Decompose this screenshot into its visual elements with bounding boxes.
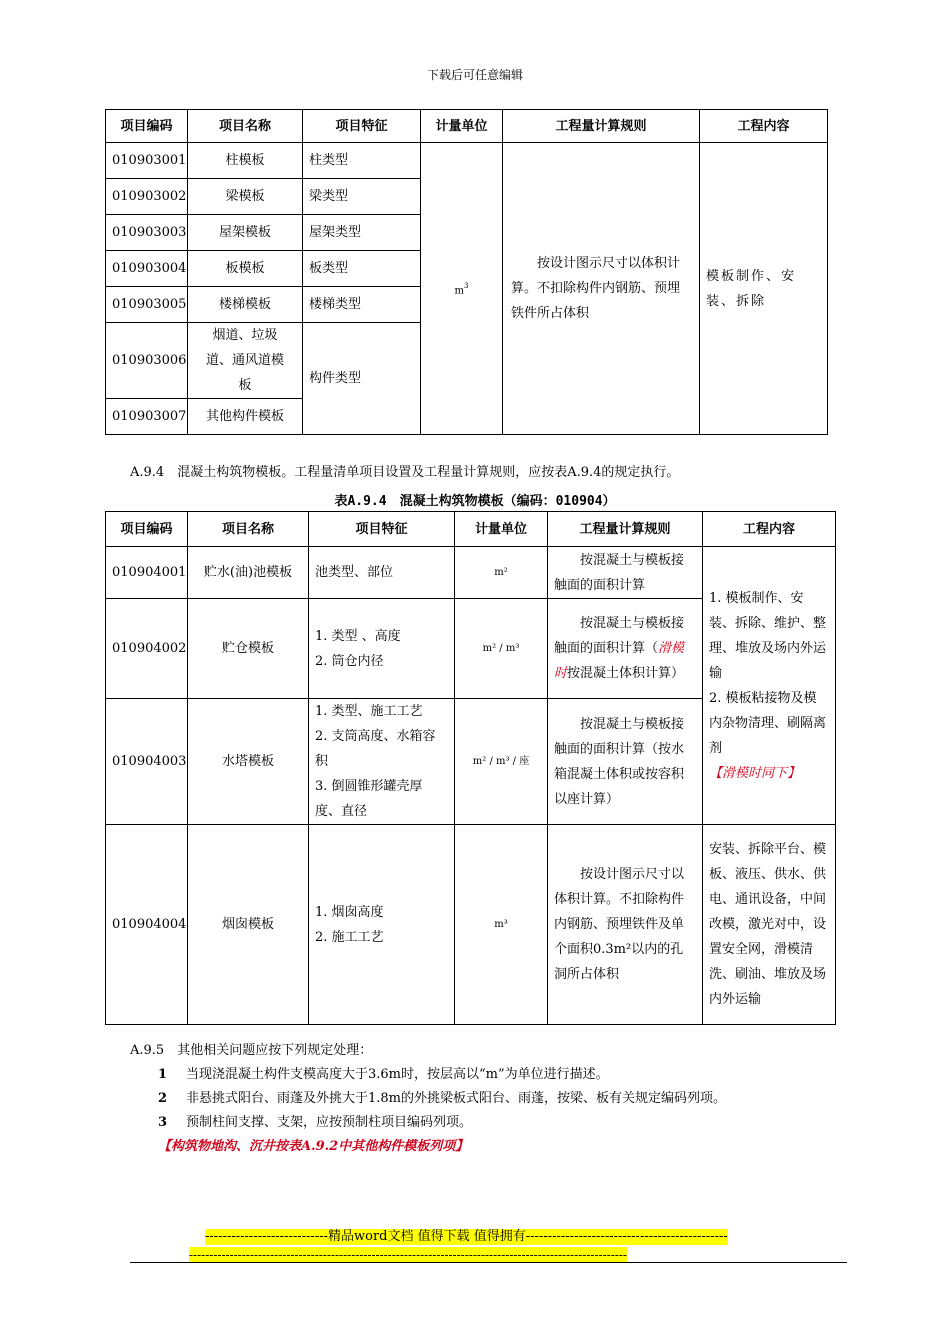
item-feature: 池类型、部位 xyxy=(309,547,455,599)
item-name: 贮仓模板 xyxy=(188,599,309,699)
header-code: 项目编码 xyxy=(106,512,188,547)
table-row xyxy=(106,547,836,599)
item-code: 010903004 xyxy=(106,251,188,287)
note-number: 1 xyxy=(158,1067,168,1082)
header-code: 项目编码 xyxy=(106,110,188,143)
page-header: 下载后可任意编辑 xyxy=(426,68,523,82)
item-code: 010903006 xyxy=(106,323,188,399)
feature-line: 3. 倒圆锥形罐壳厚度、直径 xyxy=(315,779,423,819)
item-code: 010903002 xyxy=(106,179,188,215)
item-rule: 按混凝土与模板接触面的面积计算（按水箱混凝土体积或按容积以座计算） xyxy=(548,699,703,825)
note-text: 预制柱间支撑、支架，应按预制柱项目编码列项。 xyxy=(186,1115,473,1130)
unit-text: m xyxy=(454,285,464,297)
rule-text: 按混凝土与模板接触面的面积计算（ xyxy=(554,616,685,656)
footer-banner-line2: ------------------------------------------------------------------------------------------------------------ xyxy=(189,1248,627,1262)
header-feature: 项目特征 xyxy=(309,512,455,547)
header-content: 工程内容 xyxy=(700,110,828,143)
feature-line: 2. 筒仓内径 xyxy=(315,653,384,669)
item-content: 安装、拆除平台、模板、液压、供水、供电、通讯设备，中间改模，激光对中，设置安全网，滑模清洗、刷油、堆放及场内外运输 xyxy=(703,825,836,1025)
item-code: 010904002 xyxy=(106,599,188,699)
item-feature: 梁类型 xyxy=(303,179,421,215)
table-header-row xyxy=(106,110,828,143)
header-rule: 工程量计算规则 xyxy=(503,110,700,143)
note-number: 3 xyxy=(158,1115,168,1130)
item-feature xyxy=(309,599,455,699)
table-row xyxy=(106,825,836,1025)
feature-line: 2. 支筒高度、水箱容积 xyxy=(315,729,436,769)
header-unit: 计量单位 xyxy=(455,512,548,547)
content-cell: 模板制作、安装、拆除 xyxy=(700,143,828,435)
header-feature: 项目特征 xyxy=(303,110,421,143)
paragraph-a95: A.9.5 其他相关问题应按下列规定处理： xyxy=(130,1043,373,1058)
paragraph-a94: A.9.4 混凝土构筑物模板。工程量清单项目设置及工程量计算规则，应按表A.9.4的规定执行。 xyxy=(130,465,680,480)
item-name: 贮水(油)池模板 xyxy=(188,547,309,599)
content-line: 1. 模板制作、安装、拆除、维护、整理、堆放及场内外运输 xyxy=(709,590,827,681)
item-feature: 柱类型 xyxy=(303,143,421,179)
item-code: 010903007 xyxy=(106,399,188,435)
merged-content-cell xyxy=(703,547,836,825)
item-name: 柱模板 xyxy=(188,143,303,179)
footer-divider xyxy=(130,1262,847,1263)
item-feature: 屋架类型 xyxy=(303,215,421,251)
note-item xyxy=(158,1088,726,1110)
table-row xyxy=(106,143,828,179)
note-text: 非悬挑式阳台、雨蓬及外挑大于1.8m的外挑梁板式阳台、雨蓬，按梁、板有关规定编码列项。 xyxy=(186,1091,727,1106)
item-feature-merged: 构件类型 xyxy=(303,323,421,435)
header-name: 项目名称 xyxy=(188,512,309,547)
item-name: 梁模板 xyxy=(188,179,303,215)
item-code: 010903001 xyxy=(106,143,188,179)
item-code: 010903003 xyxy=(106,215,188,251)
red-note: 【构筑物地沟、沉井按表A.9.2中其他构件模板列项】 xyxy=(158,1139,469,1154)
item-unit: m³ xyxy=(455,825,548,1025)
item-unit: m² / m³ xyxy=(455,599,548,699)
table-caption: 表A.9.4 混凝土构筑物模板（编码：010904） xyxy=(334,494,616,509)
rule-cell: 按设计图示尺寸以体积计算。不扣除构件内钢筋、预埋铁件所占体积 xyxy=(503,143,700,435)
item-feature: 楼梯类型 xyxy=(303,287,421,323)
note-number: 2 xyxy=(158,1091,168,1106)
item-code: 010904003 xyxy=(106,699,188,825)
item-name: 水塔模板 xyxy=(188,699,309,825)
item-feature: 板类型 xyxy=(303,251,421,287)
item-code: 010903005 xyxy=(106,287,188,323)
unit-sup: 3 xyxy=(464,281,469,290)
note-text: 当现浇混凝土构件支模高度大于3.6m时，按层高以“m”为单位进行描述。 xyxy=(186,1067,609,1082)
item-rule: 按混凝土与模板接触面的面积计算 xyxy=(548,547,703,599)
note-item xyxy=(158,1112,472,1134)
item-feature xyxy=(309,699,455,825)
item-rule: 按设计图示尺寸以体积计算。不扣除构件内钢筋、预埋铁件及单个面积0.3m²以内的孔洞所占体积 xyxy=(548,825,703,1025)
header-rule: 工程量计算规则 xyxy=(548,512,703,547)
unit-cell xyxy=(421,143,503,435)
header-name: 项目名称 xyxy=(188,110,303,143)
feature-line: 1. 类型、施工工艺 xyxy=(315,704,423,719)
rule-text: 按混凝土体积计算） xyxy=(567,666,685,681)
table-header-row xyxy=(106,512,836,547)
content-red-note: 【滑模时同下】 xyxy=(709,765,801,781)
item-name: 烟囱模板 xyxy=(188,825,309,1025)
item-rule xyxy=(548,599,703,699)
item-unit: m² / m³ / 座 xyxy=(455,699,548,825)
header-unit: 计量单位 xyxy=(421,110,503,143)
feature-line: 2. 施工工艺 xyxy=(315,929,384,945)
item-name: 烟道、垃圾道、通风道模板 xyxy=(188,323,303,399)
item-feature xyxy=(309,825,455,1025)
item-name: 屋架模板 xyxy=(188,215,303,251)
content-line: 2. 模板粘接物及模内杂物清理、刷隔离剂 xyxy=(709,690,827,756)
item-code: 010904001 xyxy=(106,547,188,599)
item-name: 楼梯模板 xyxy=(188,287,303,323)
note-item xyxy=(158,1064,609,1086)
item-name: 板模板 xyxy=(188,251,303,287)
rule-red-text: 滑模时 xyxy=(554,641,685,681)
table-a94 xyxy=(105,511,836,1025)
feature-line: 1. 烟囱高度 xyxy=(315,904,384,920)
item-name: 其他构件模板 xyxy=(188,399,303,435)
feature-line: 1. 类型 、高度 xyxy=(315,628,401,644)
footer-banner-line1: ----------------------------精品word文档 值得下载 值得拥有---------------------------------------------- xyxy=(205,1229,728,1244)
header-content: 工程内容 xyxy=(703,512,836,547)
item-unit: m² xyxy=(455,547,548,599)
table-a93-continued xyxy=(105,109,828,435)
item-code: 010904004 xyxy=(106,825,188,1025)
